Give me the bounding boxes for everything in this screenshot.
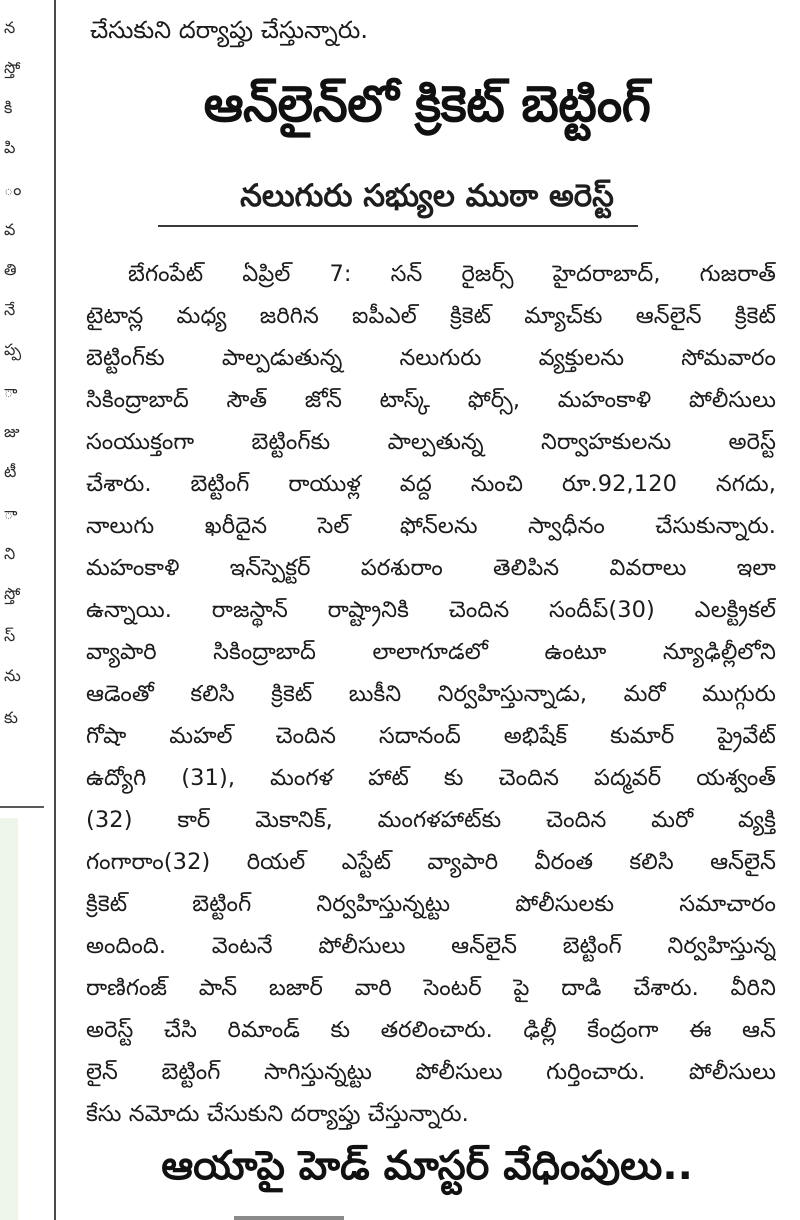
left-column-char: తి [4, 260, 17, 279]
article-body-line: సికింద్రాబాద్ సౌత్ జోన్ టాస్క్ ఫోర్స్, మహంకాళి పోలీసులు [86, 387, 776, 413]
article-body-line: ఉద్యోగి (31), మంగళ హాట్ కు చెందిన పద్మవర్ యశ్వంత్ [86, 765, 776, 791]
left-column-fragment [0, 0, 54, 1220]
article-headline: ఆన్‌లైన్‌లో క్రికెట్ బెట్టింగ్ [203, 75, 651, 133]
article-body-line: అందింది. వెంటనే పోలీసులు ఆన్‌లైన్ బెట్టింగ్ నిర్వహిస్తున్న [86, 933, 776, 959]
article-body-line: బేగంపేట్ ఏప్రిల్ 7: సన్ రైజర్స్ హైదరాబాద్, గుజరాత్ [128, 261, 776, 287]
left-column-char: కు [4, 708, 18, 727]
left-column-rule [0, 806, 44, 808]
article-body-line: (32) కార్ మెకానిక్, మంగళహాట్‌కు చెందిన మరో వ్యక్తి [86, 807, 776, 833]
article-body-line: క్రికెట్ బెట్టింగ్ నిర్వహిస్తున్నట్టు పోలీసులకు సమాచారం [86, 891, 776, 917]
article-subheadline: నలుగురు సభ్యుల ముఠా అరెస్ట్ [240, 178, 614, 214]
article-body [86, 253, 776, 1135]
left-column-char: స్తో [4, 58, 21, 77]
article-body-line: అరెస్ట్ చేసి రిమాండ్ కు తరలించారు. ఢిల్లీ కేంద్రంగా ఈ ఆన్ [86, 1017, 776, 1043]
column-divider [54, 0, 56, 1220]
left-column-char: ని [4, 544, 16, 563]
left-column-char: నే [4, 300, 16, 319]
article-body-line: ఆడెంతో కలిసి క్రికెట్ బుకీని నిర్వహిస్తున్నాడు, మరో ముగ్గురు [86, 681, 776, 707]
article-body-line: గంగారాం(32) రియల్ ఎస్టేట్ వ్యాపారి వీరంత కలిసి ఆన్‌లైన్ [86, 849, 776, 875]
article-body-line: నాలుగు ఖరీదైన సెల్ ఫోన్‌లను స్వాధీనం చేసుకున్నారు. [86, 513, 776, 539]
left-column-char: స్తో [4, 584, 21, 603]
article-body-line: చేశారు. బెట్టింగ్ రాయుళ్ల వద్ద నుంచి రూ.92,120 నగదు, [86, 471, 776, 497]
article-body-line: సంయుక్తంగా బెట్టింగ్‌కు పాల్పతున్న నిర్వాహకులను అరెస్ట్ [86, 429, 776, 455]
left-column-char: ం [4, 180, 22, 199]
left-column-char: పి [4, 138, 16, 157]
article-column [62, 0, 792, 1220]
article-body-line: గోషా మహల్ చెందిన సదానంద్ అభిషేక్ కుమార్ ప్రైవేట్ [86, 723, 776, 749]
left-column-char: కి [4, 98, 13, 117]
left-column-char: వ [4, 220, 16, 239]
previous-article-tail: చేసుకుని దర్యాప్తు చేస్తున్నారు. [90, 16, 368, 44]
article-body-line: రాణిగంజ్ పాన్ బజార్ వారి సెంటర్ పై దాడి చేశారు. వీరిని [86, 975, 776, 1001]
left-column-char: ను [4, 666, 21, 685]
left-column-char: టీ [4, 462, 17, 481]
next-article-headline: ఆయాపై హెడ్ మాస్టర్ వేధింపులు.. [161, 1143, 693, 1189]
left-column-shaded-box [0, 818, 18, 1220]
left-column-char: ా [4, 504, 18, 523]
article-body-line: లైన్ బెట్టింగ్ సాగిస్తున్నట్టు పోలీసులు గుర్తించారు. పోలీసులు [86, 1059, 776, 1085]
left-column-char: ప్ప [4, 340, 22, 359]
article-body-line: కేసు నమోదు చేసుకుని దర్యాప్తు చేస్తున్నారు. [86, 1101, 469, 1127]
subheadline-underline [158, 225, 638, 227]
article-body-line: టైటాన్ల మధ్య జరిగిన ఐపీఎల్ క్రికెట్ మ్యాచ్‌కు ఆన్‌లైన్ క్రికెట్ [86, 303, 776, 329]
left-column-char: ా [4, 382, 18, 401]
left-column-char: జు [4, 422, 20, 441]
article-body-line: బెట్టింగ్‌కు పాల్పడుతున్న నలుగురు వ్యక్తులను సోమవారం [86, 345, 776, 371]
next-article-cut-line [234, 1208, 384, 1220]
article-body-line: వ్యాపారి సికింద్రాబాద్ లాలాగూడలో ఉంటూ న్యూఢిల్లీలోని [86, 639, 776, 665]
left-column-char: న [4, 18, 16, 37]
article-body-line: మహంకాళి ఇన్‌స్పెక్టర్ పరశురాం తెలిపిన వివరాలు ఇలా [86, 555, 776, 581]
article-body-line: ఉన్నాయి. రాజస్థాన్ రాష్ట్రానికి చెందిన సందీప్(30) ఎలక్ట్రికల్ [86, 597, 776, 623]
left-column-char: స్ [4, 626, 16, 645]
